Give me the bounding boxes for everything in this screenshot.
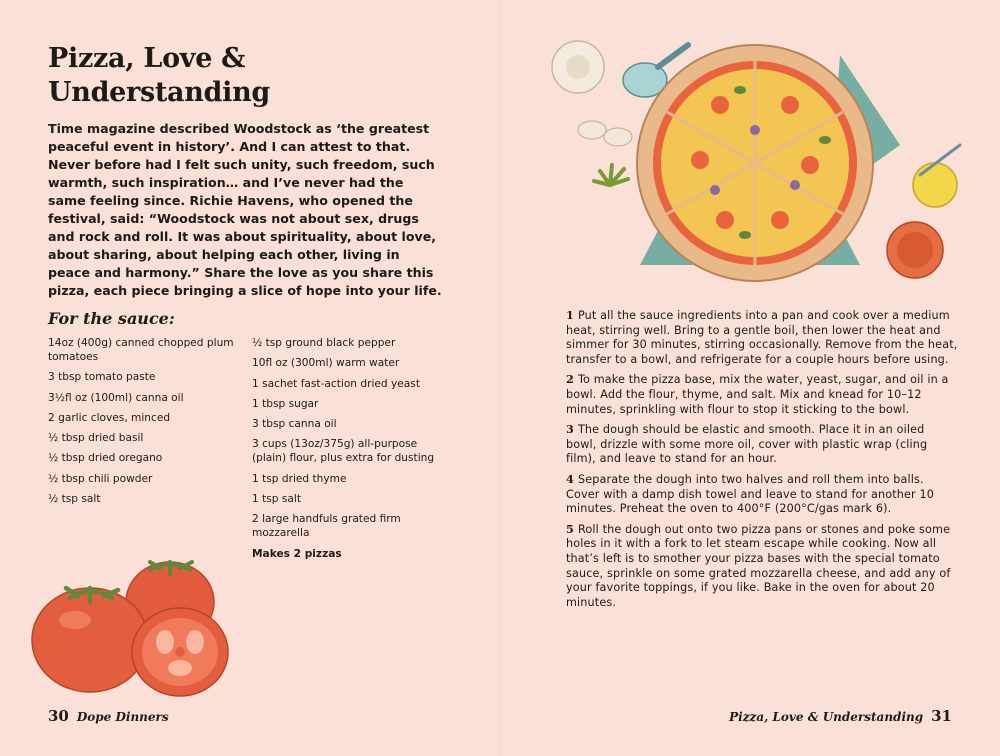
footer-left bbox=[48, 707, 169, 725]
method-step bbox=[566, 472, 958, 517]
tomatoes-illustration bbox=[20, 540, 250, 700]
method-step bbox=[566, 308, 958, 367]
section-title-left: Dope Dinners bbox=[76, 710, 169, 724]
ingredients-list-right bbox=[252, 336, 442, 567]
method-step bbox=[566, 422, 958, 467]
footer-right bbox=[729, 707, 952, 725]
intro-paragraph: Time magazine described Woodstock as ‘the greatest peaceful event in history’. And I can attest to that. Never before had I felt such unity, such freedom, such warmth, such inspiration… and I’ve never had the same feeling since. Richie Havens, who opened the festival, said: “Woodstock was not about sex, drugs and rock and roll. It was about spirituality, about love, about sharing, about helping each other, living in peace and harmony.” Share the love as you share this pizza, each piece bringing a slice of hope into your life. bbox=[48, 121, 442, 298]
step-text: The dough should be elastic and smooth. Place it in an oiled bowl, drizzle with some more oil, cover with plastic wrap (cling film), and leave to stand for an hour. bbox=[566, 423, 928, 466]
step-number: 2 bbox=[566, 372, 574, 387]
cannabis-leaf bbox=[594, 165, 628, 185]
method-step bbox=[566, 522, 958, 611]
ingredient-item: ½ tsp ground black pepper bbox=[252, 337, 396, 349]
pizza-illustration bbox=[540, 35, 970, 290]
ingredient-item: 14oz (400g) canned chopped plum tomatoes bbox=[48, 337, 234, 363]
pizza bbox=[637, 45, 873, 281]
sauce-jar bbox=[913, 145, 960, 207]
ingredient-item: 3 tbsp canna oil bbox=[252, 418, 337, 431]
ingredient-item: 1 tsp dried thyme bbox=[252, 472, 347, 485]
step-number: 4 bbox=[566, 471, 574, 486]
tomato-whole-front bbox=[32, 588, 148, 692]
page-title: Pizza, Love & Understanding bbox=[48, 43, 271, 108]
garlic-cloves bbox=[578, 121, 632, 146]
step-number: 5 bbox=[566, 521, 574, 536]
sauce-heading: For the sauce: bbox=[48, 309, 175, 328]
ingredient-item: 2 garlic cloves, minced bbox=[48, 411, 171, 424]
ingredient-item: 1 tbsp sugar bbox=[252, 397, 319, 410]
tomato-halved bbox=[132, 608, 228, 696]
ingredient-item: 3½fl oz (100ml) canna oil bbox=[48, 391, 184, 404]
page-gutter bbox=[499, 0, 501, 756]
ingredient-item: 10fl oz (300ml) warm water bbox=[252, 357, 400, 370]
ingredient-item: 3 cups (13oz/375g) all-purpose (plain) flour, plus extra for dusting bbox=[252, 438, 435, 465]
ingredient-item: ½ tsp salt bbox=[48, 493, 101, 506]
ingredient-item: 3 tbsp tomato paste bbox=[48, 371, 156, 384]
tomato-sauce-bowl bbox=[887, 222, 943, 278]
step-text: Separate the dough into two halves and roll them into balls. Cover with a damp dish towel and leave to stand for another 10 minutes. Preheat the oven to 400°F (200°C/gas mark 6). bbox=[566, 472, 935, 516]
method-step bbox=[566, 372, 958, 417]
dough-ball bbox=[552, 41, 604, 93]
yield-note: Makes 2 pizzas bbox=[252, 547, 342, 560]
ingredient-item: 1 tsp salt bbox=[252, 493, 301, 506]
step-number: 1 bbox=[566, 308, 574, 322]
ingredients-list-left bbox=[48, 336, 238, 512]
step-number: 3 bbox=[566, 422, 574, 437]
page-number-right: 31 bbox=[931, 707, 952, 725]
ingredient-item: ½ tbsp chili powder bbox=[48, 472, 153, 485]
step-text: Put all the sauce ingredients into a pan and cook over a medium heat, stirring well. Bring to a gentle boil, then lower the heat and simmer for 30 minutes, stirring occasionally. Remove from the heat, transfer to a bowl, and refrigerate for a couple hours before using. bbox=[566, 309, 958, 366]
section-title-right: Pizza, Love & Understanding bbox=[729, 710, 924, 724]
page-number-left: 30 bbox=[48, 707, 69, 725]
step-text: Roll the dough out onto two pizza pans or stones and poke some holes in it with a fork to let steam escape while cooking. Now all that’s left is to smother your pizza bases with the special tomato sauce, sprinkle on some grated mozzarella cheese, and add any of your favorite toppings, if you like. Bake in the oven for about 20 minutes. bbox=[566, 522, 951, 609]
method-steps bbox=[566, 308, 958, 615]
ingredient-item: 2 large handfuls grated firm mozzarella bbox=[252, 513, 401, 540]
ingredient-item: ½ tbsp dried oregano bbox=[48, 452, 163, 465]
ingredient-item: ½ tbsp dried basil bbox=[48, 432, 144, 445]
step-text: To make the pizza base, mix the water, yeast, sugar, and oil in a bowl. Add the flour, thyme, and salt. Mix and knead for 10–12 minutes, sprinkling with flour to stop it sticking to the bowl. bbox=[566, 373, 949, 416]
ingredient-item: 1 sachet fast-action dried yeast bbox=[252, 377, 420, 390]
